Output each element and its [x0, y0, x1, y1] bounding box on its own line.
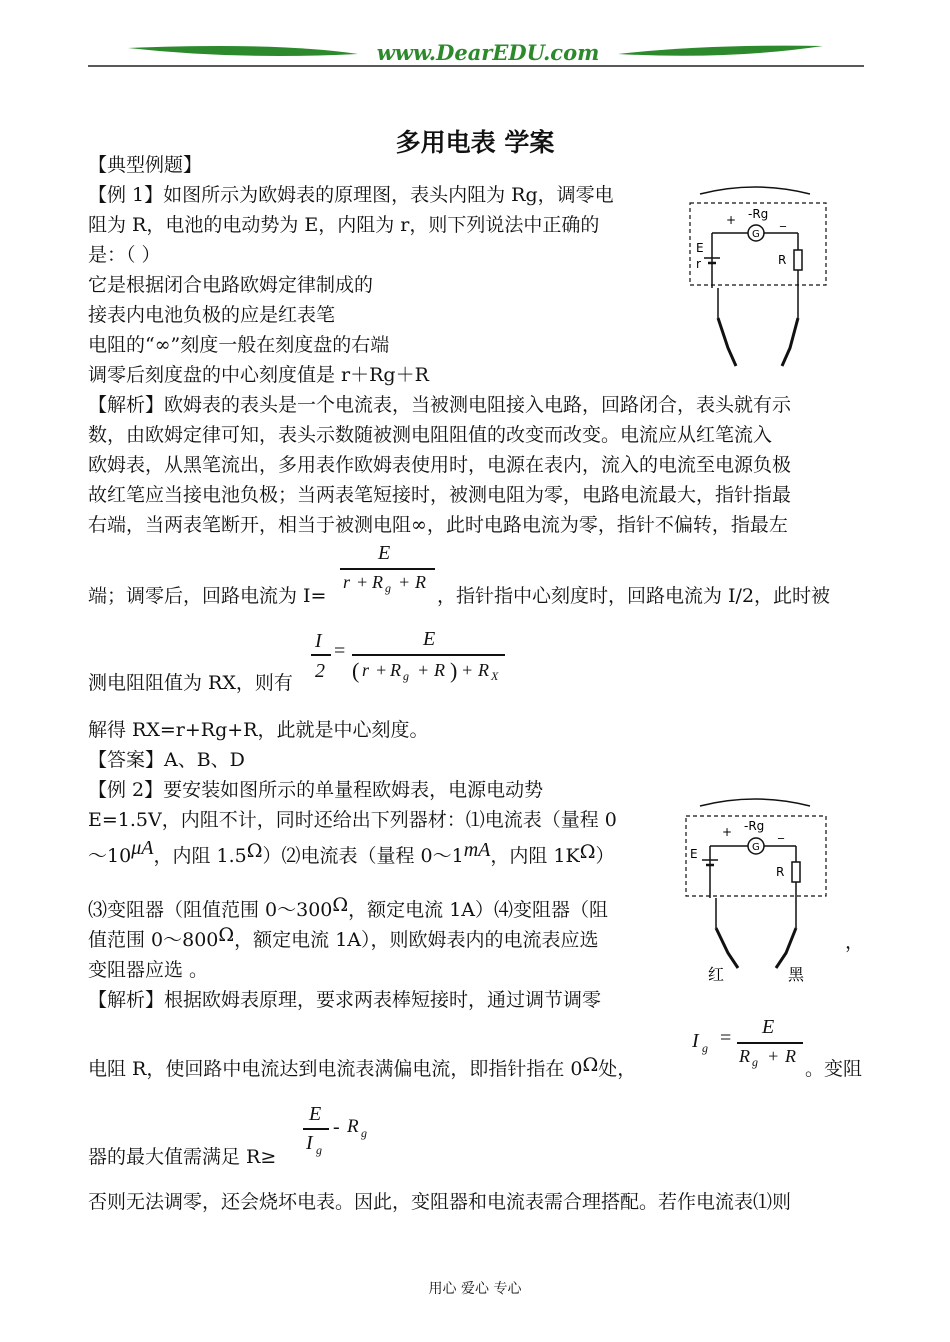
circuit1-R-label: R [778, 253, 787, 267]
ex1-answer: 【答案】A、B、D [88, 749, 245, 771]
ex1-analysis-8: 解得 RX=r+Rg+R，此就是中心刻度。 [88, 719, 429, 741]
ex1-analysis-1: 【解析】欧姆表的表头是一个电流表，当被测电阻接入电路，回路闭合，表头就有示 [88, 394, 792, 416]
ohmmeter-circuit-diagram-1 [680, 178, 840, 378]
ex2-line-1: 【例 2】要安装如图所示的单量程欧姆表，电源电动势 [88, 779, 544, 801]
ex1-analysis-6b: ，指针指中心刻度时，回路电流为 I/2，此时被 [437, 585, 831, 607]
ex1-analysis-5: 右端，当两表笔断开，相当于被测电阻∞，此时电路电流为零，指针不偏转，指最左 [88, 514, 788, 536]
page-title: 多用电表 学案 [395, 128, 555, 157]
circuit1-e-label: E [696, 241, 704, 255]
ex2-line-5-comma: ， [845, 931, 865, 953]
ex2-line-2: E=1.5V，内阻不计，同时还给出下列器材：⑴电流表（量程 0 [88, 809, 617, 831]
ex1-line-1: 【例 1】如图所示为欧姆表的原理图，表头内阻为 Rg，调零电 [88, 184, 614, 206]
circuit2-R-label: R [776, 865, 785, 879]
header-banner [88, 38, 864, 70]
page-footer: 用心 爱心 专心 [428, 1281, 522, 1297]
ex1-option-a: 它是根据闭合电路欧姆定律制成的 [88, 274, 374, 296]
section-heading: 【典型例题】 [88, 154, 203, 176]
ex1-option-b: 接表内电池负极的应是红表笔 [88, 304, 336, 326]
ex1-analysis-4: 故红笔应当接电池负极；当两表笔短接时，被测电阻为零，电路电流最大，指针指最 [88, 484, 792, 506]
ex1-analysis-3: 欧姆表，从黑笔流出，多用表作欧姆表使用时，电源在表内，流入的电流至电源负极 [88, 454, 792, 476]
ex2-analysis-4: 否则无法调零，还会烧坏电表。因此，变阻器和电流表需合理搭配。若作电流表⑴则 [88, 1191, 792, 1213]
circuit1-g-label: G [752, 229, 760, 240]
ex1-line-2: 阻为 R，电池的电动势为 E，内阻为 r，则下列说法中正确的 [88, 214, 600, 236]
circuit2-plus-label: + [722, 825, 733, 839]
circuit2-black-label: 黑 [788, 965, 805, 984]
ex2-line-6: 变阻器应选 。 [88, 959, 209, 981]
ex1-option-d: 调零后刻度盘的中心刻度值是 r＋Rg＋R [88, 364, 429, 386]
ex1-analysis-7: 测电阻阻值为 RX，则有 [88, 672, 293, 694]
ex2-analysis-3: 器的最大值需满足 R≥ [88, 1146, 277, 1168]
ex2-line-3: ～10μA，内阻 1.5Ω）⑵电流表（量程 0～1mA，内阻 1KΩ） [88, 837, 615, 867]
ex2-line-5: 值范围 0～800Ω，额定电流 1A），则欧姆表内的电流表应选 [88, 924, 599, 951]
circuit2-rg-label: -Rg [744, 819, 765, 833]
circuit2-e-label: E [690, 847, 698, 861]
ex1-line-3: 是：（ ） [88, 244, 161, 266]
ex1-analysis-6a: 端；调零后，回路电流为 I= [88, 585, 327, 607]
ex1-option-c: 电阻的“∞”刻度一般在刻度盘的右端 [88, 334, 390, 356]
ex2-analysis-1: 【解析】根据欧姆表原理，要求两表棒短接时，通过调节调零 [88, 989, 602, 1011]
ex2-analysis-2-tail: 。变阻 [805, 1058, 863, 1080]
circuit2-minus-label: _ [778, 825, 784, 839]
ohmmeter-circuit-diagram-2 [680, 788, 840, 988]
circuit1-minus-label: _ [780, 213, 786, 227]
circuit1-plus-label: + [726, 213, 737, 227]
ex2-analysis-2: 电阻 R，使回路中电流达到电流表满偏电流，即指针指在 0Ω处， [88, 1054, 637, 1080]
header-site-name: www.DearEDU.com [376, 40, 600, 65]
ex2-line-4: ⑶变阻器（阻值范围 0～300Ω，额定电流 1A）⑷变阻器（阻 [88, 894, 609, 921]
circuit1-r-label: r [696, 257, 701, 271]
circuit2-g-label: G [752, 842, 760, 853]
circuit2-red-label: 红 [708, 965, 725, 984]
circuit1-rg-label: -Rg [748, 207, 769, 221]
ex1-analysis-2: 数，由欧姆定律可知，表头示数随被测电阻阻值的改变而改变。电流应从红笔流入 [88, 424, 773, 446]
